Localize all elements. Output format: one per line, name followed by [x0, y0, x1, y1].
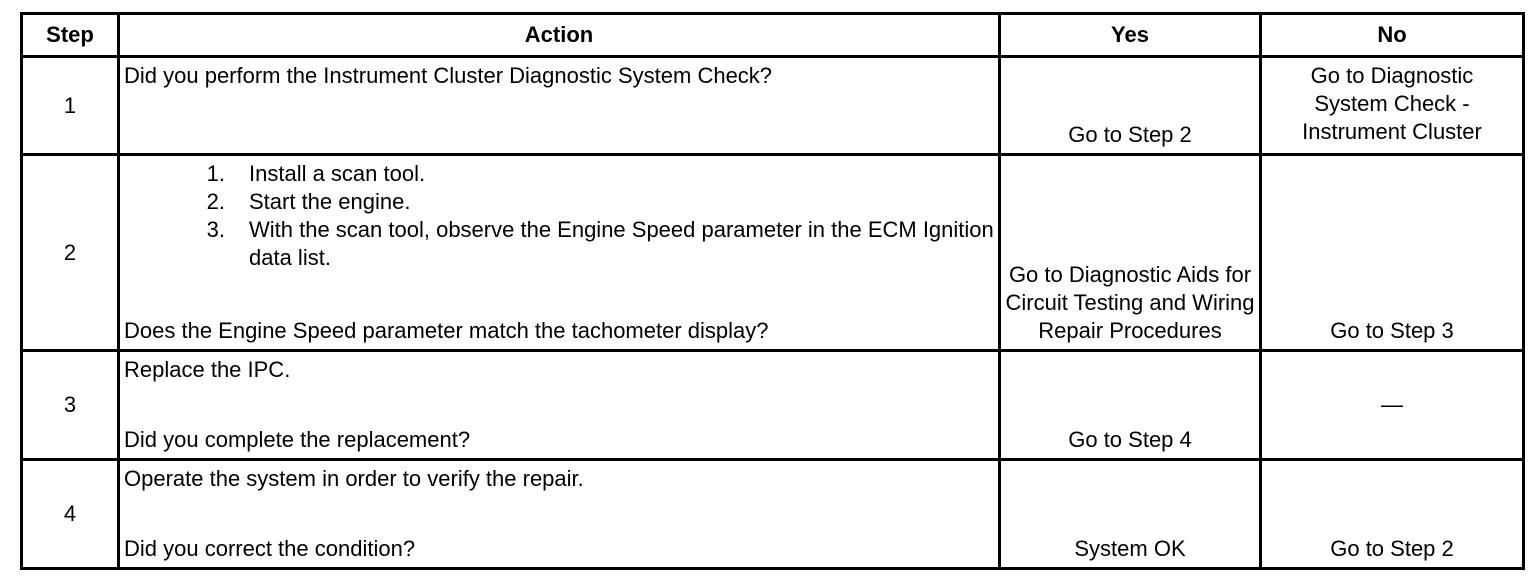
- no-cell: —: [1261, 351, 1524, 460]
- substep-text: Install a scan tool.: [249, 161, 426, 186]
- action-cell: [119, 460, 1000, 569]
- list-item: [124, 160, 994, 188]
- step-number: 2: [22, 155, 119, 351]
- question-text: Did you complete the replacement?: [124, 427, 471, 452]
- table-row: [22, 155, 1524, 351]
- action-cell: [119, 57, 1000, 155]
- no-cell: Go to Step 3: [1261, 155, 1524, 351]
- diagnostic-table: [20, 12, 1525, 570]
- question-text: Does the Engine Speed parameter match the tachometer display?: [124, 318, 769, 343]
- substep-number: 3.: [206, 217, 225, 242]
- no-cell: Go to Diagnostic System Check - Instrument Cluster: [1261, 57, 1524, 155]
- table-header: [22, 14, 1524, 57]
- action-cell: [119, 155, 1000, 351]
- step-number: 1: [22, 57, 119, 155]
- no-cell: Go to Step 2: [1261, 460, 1524, 569]
- action-text: Operate the system in order to verify the repair.: [124, 466, 584, 491]
- list-item: [124, 188, 994, 216]
- step-number: 4: [22, 460, 119, 569]
- header-no: No: [1261, 14, 1524, 57]
- action-cell: [119, 351, 1000, 460]
- substep-number: 2.: [206, 189, 225, 214]
- substep-list: [124, 156, 994, 272]
- table-row: [22, 57, 1524, 155]
- action-text: Replace the IPC.: [124, 357, 291, 382]
- yes-cell: Go to Step 2: [1000, 57, 1261, 155]
- header-action: Action: [119, 14, 1000, 57]
- substep-number: 1.: [206, 161, 225, 186]
- list-item: [124, 216, 994, 272]
- step-number: 3: [22, 351, 119, 460]
- header-yes: Yes: [1000, 14, 1261, 57]
- substep-text: With the scan tool, observe the Engine Speed parameter in the ECM Ignition data list.: [249, 217, 994, 270]
- action-text: Did you perform the Instrument Cluster Diagnostic System Check?: [124, 63, 773, 88]
- substep-text: Start the engine.: [249, 189, 411, 214]
- table-row: [22, 351, 1524, 460]
- header-step: Step: [22, 14, 119, 57]
- yes-cell: Go to Diagnostic Aids for Circuit Testing and Wiring Repair Procedures: [1000, 155, 1261, 351]
- question-text: Did you correct the condition?: [124, 536, 416, 561]
- yes-cell: System OK: [1000, 460, 1261, 569]
- yes-cell: Go to Step 4: [1000, 351, 1261, 460]
- table-row: [22, 460, 1524, 569]
